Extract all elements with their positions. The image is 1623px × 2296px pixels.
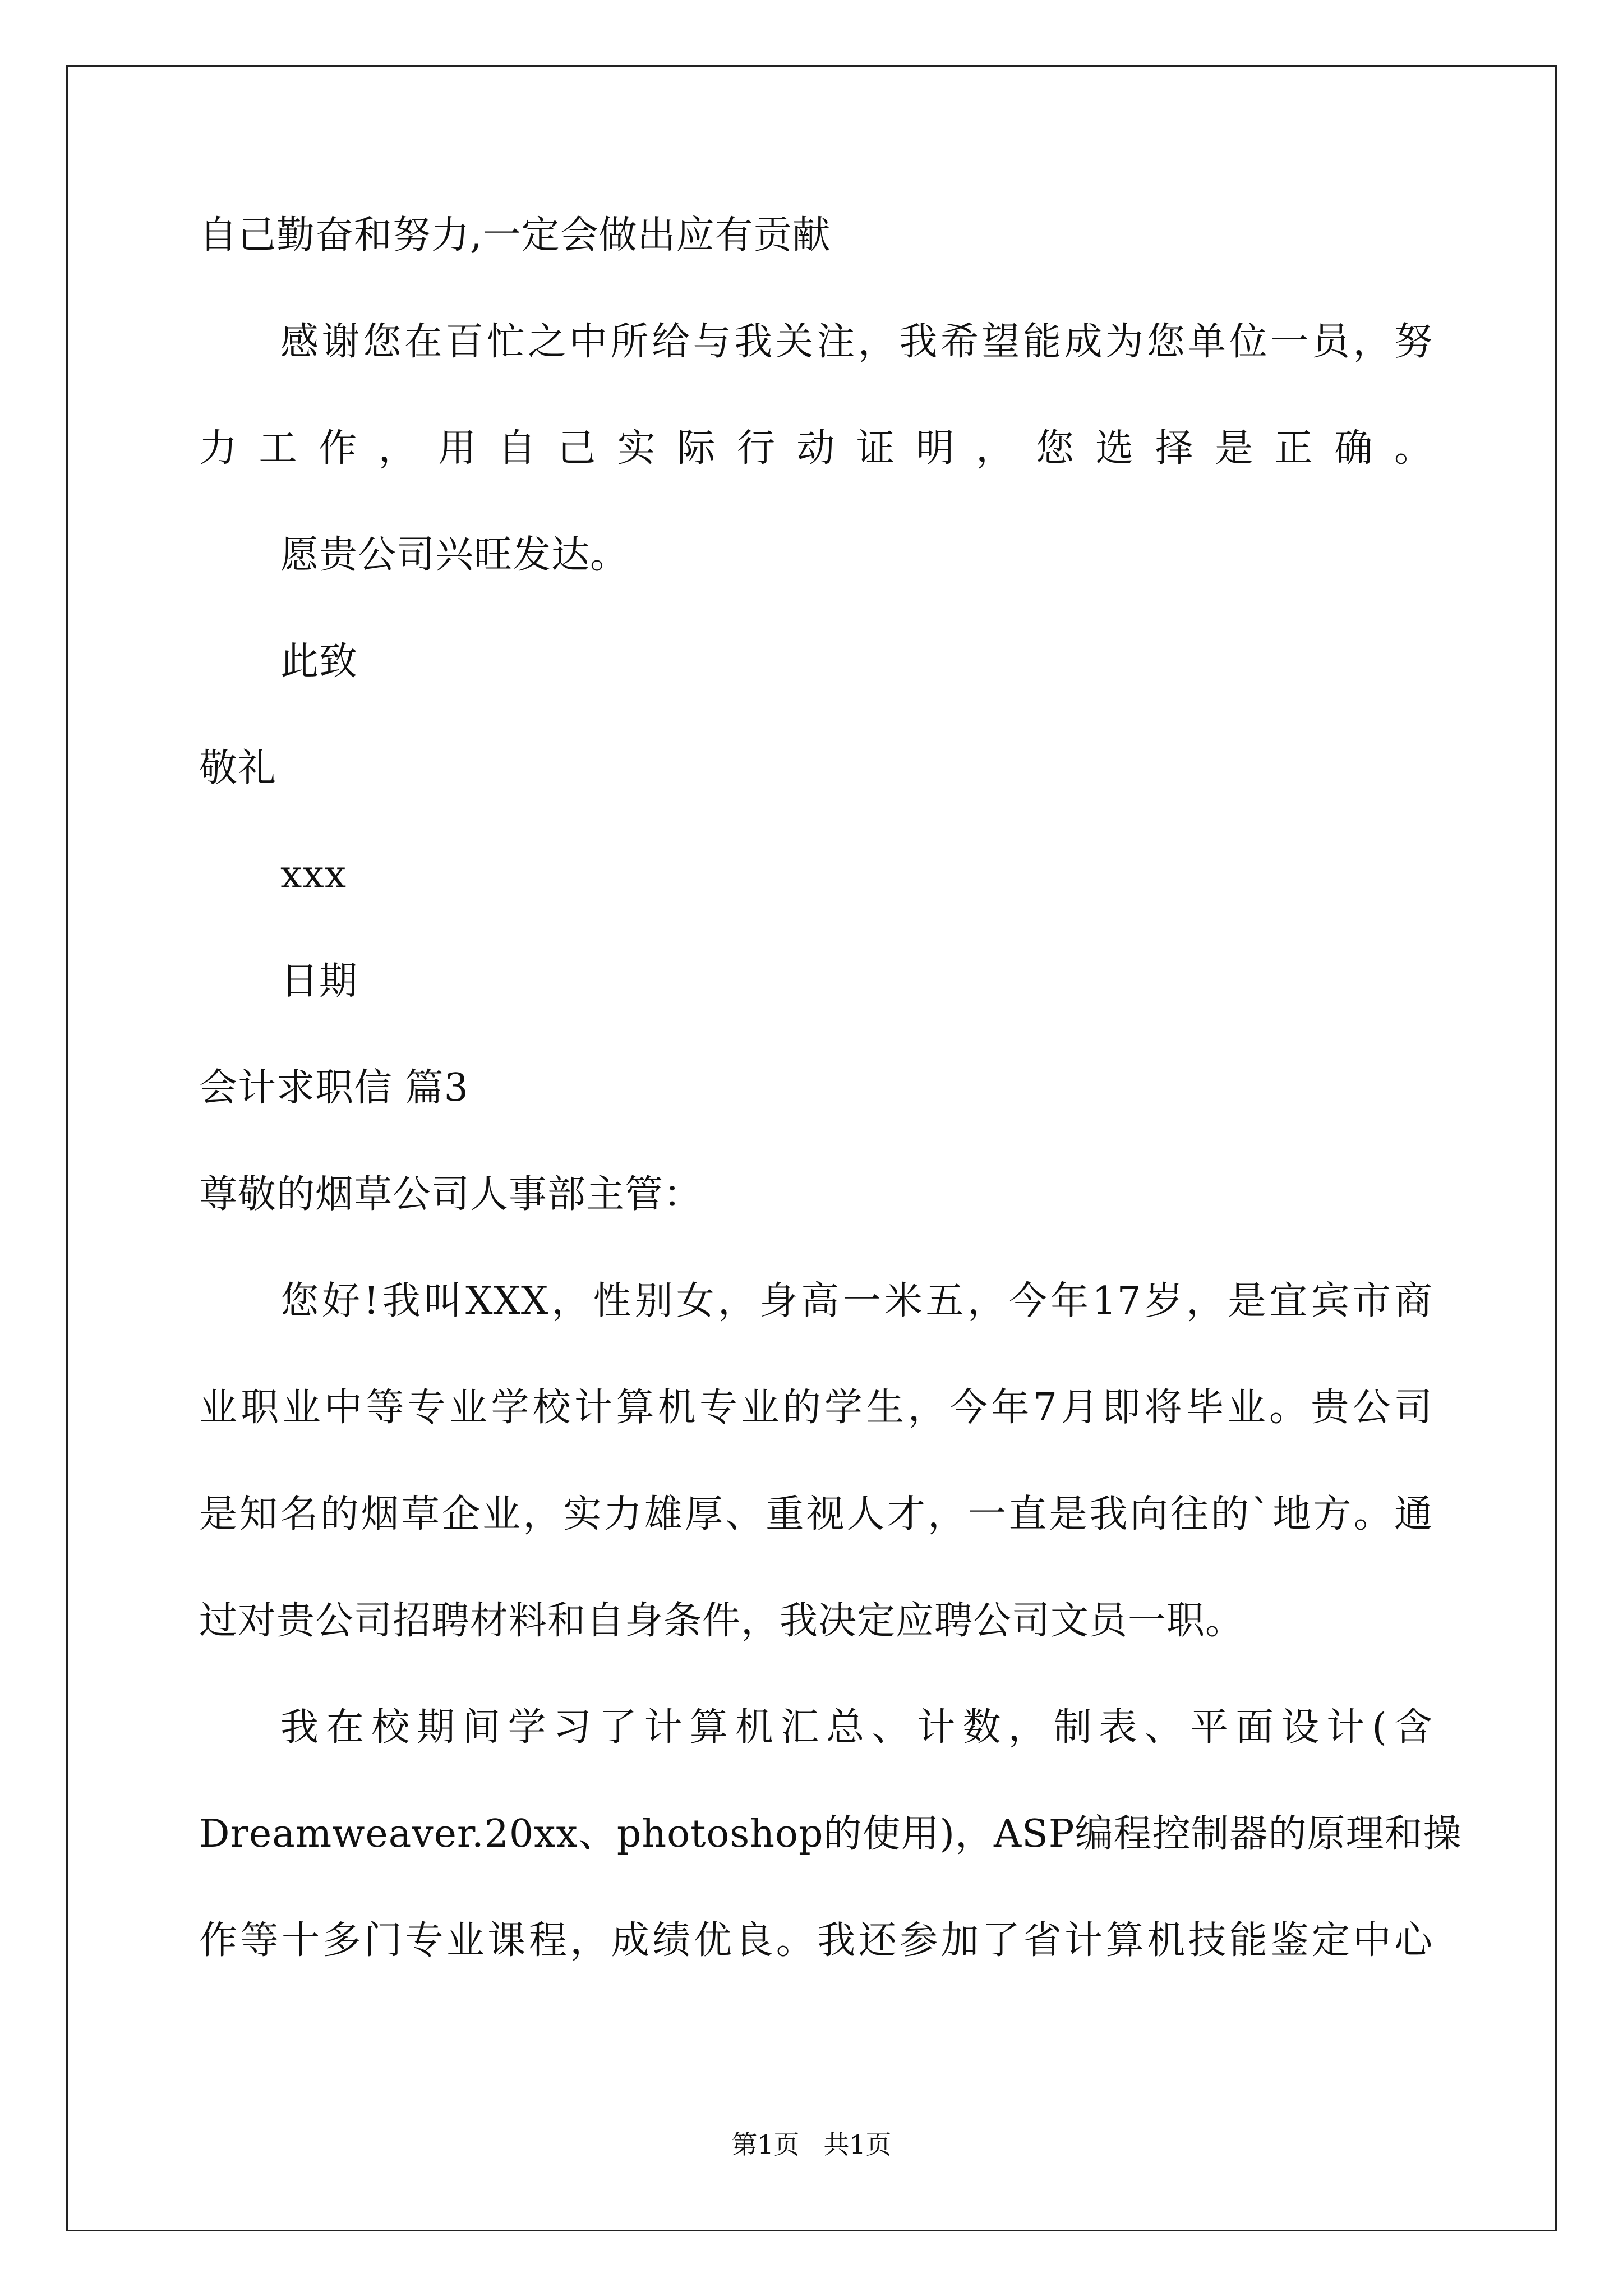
text-line: 作等十多门专业课程，成绩优良。我还参加了省计算机技能鉴定中心 <box>199 1918 1433 1963</box>
text-line: 过对贵公司招聘材料和自身条件，我决定应聘公司文员一职。 <box>199 1599 1244 1643</box>
page-total: 共1页 <box>823 2129 892 2160</box>
text-line: 此致 <box>280 639 358 684</box>
text-line: 日期 <box>280 959 358 1004</box>
text-line: 您好!我叫XXX，性别女，身高一米五，今年17岁，是宜宾市商 <box>280 1279 1433 1323</box>
salutation: 尊敬的烟草公司人事部主管： <box>199 1172 703 1217</box>
page-footer <box>0 2129 1623 2160</box>
text-line: 敬礼 <box>199 746 277 790</box>
text-line: 自己勤奋和努力,一定会做出应有贡献 <box>199 213 831 257</box>
section-heading: 会计求职信 篇3 <box>199 1066 469 1110</box>
text-line: Dreamweaver.20xx、photoshop的使用)，ASP编程控制器的原理和操 <box>199 1812 1462 1856</box>
text-line: 我在校期间学习了计算机汇总、计数，制表、平面设计(含 <box>280 1705 1433 1750</box>
text-line: 感谢您在百忙之中所给与我关注，我希望能成为您单位一员，努 <box>280 320 1433 364</box>
page-number: 第1页 <box>731 2129 800 2160</box>
text-line: xxx <box>280 853 347 897</box>
text-line: 力工作，用自己实际行动证明，您选择是正确。 <box>199 426 1433 471</box>
text-line: 业职业中等专业学校计算机专业的学生，今年7月即将毕业。贵公司 <box>199 1386 1433 1430</box>
page-border <box>66 65 1557 2231</box>
text-line: 愿贵公司兴旺发达。 <box>280 533 629 577</box>
text-line: 是知名的烟草企业，实力雄厚、重视人才，一直是我向往的`地方。通 <box>199 1492 1433 1536</box>
